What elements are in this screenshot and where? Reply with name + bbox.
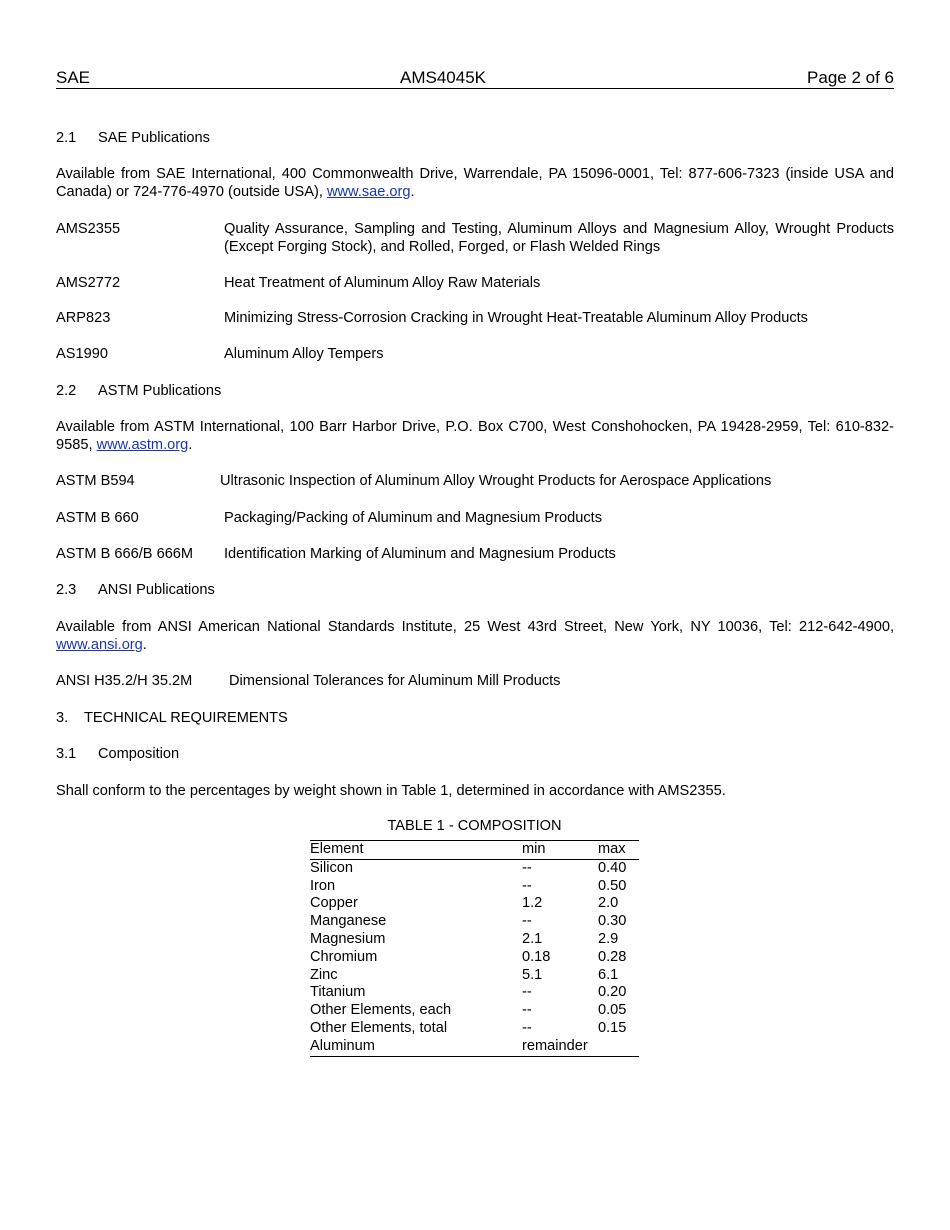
page-header — [56, 68, 894, 89]
ref-title: Identification Marking of Aluminum and Magnesium Products — [224, 546, 616, 562]
ref-title: Aluminum Alloy Tempers — [224, 346, 384, 362]
section-2-3-title: ANSI Publications — [98, 582, 215, 598]
composition-table — [310, 840, 639, 1057]
header-element: Element — [310, 841, 522, 860]
min-cell: 1.2 — [522, 895, 543, 912]
section-2-1-number: 2.1 — [56, 130, 77, 146]
min-cell: -- — [522, 1019, 532, 1036]
ref-title: Ultrasonic Inspection of Aluminum Alloy Wrought Products for Aerospace Applications — [220, 473, 772, 489]
element-cell: Silicon — [310, 859, 353, 876]
max-cell: 0.40 — [598, 859, 627, 876]
max-cell: 2.9 — [598, 930, 619, 947]
ref-code: ASTM B 660 — [56, 510, 139, 526]
table-row — [310, 895, 639, 913]
header-min: min — [522, 841, 598, 860]
section-2-3-number: 2.3 — [56, 582, 77, 598]
ref-code: AMS2355 — [56, 221, 121, 237]
table-row — [310, 1020, 639, 1038]
table-row — [310, 1002, 639, 1020]
section-2-1-availability: Available from SAE International, 400 Commonwealth Drive, Warrendale, PA 15096-0001, Tel: 877-606-7323 (inside USA and Canada) or 724-776-4970 (outside USA), www.sae.org. — [56, 166, 894, 200]
section-2-3-availability: Available from ANSI American National Standards Institute, 25 West 43rd Street, New York, NY 10036, Tel: 212-642-4900, www.ansi.org. — [56, 619, 894, 653]
header-org: SAE — [56, 68, 91, 87]
ref-code: ANSI H35.2/H 35.2M — [56, 673, 193, 689]
ref-title: Packaging/Packing of Aluminum and Magnesium Products — [224, 510, 603, 526]
ref-code: AMS2772 — [56, 275, 121, 291]
astm-link[interactable]: www.astm.org — [96, 437, 189, 453]
min-cell: -- — [522, 984, 532, 1001]
sae-link[interactable]: www.sae.org — [326, 184, 411, 200]
element-cell: Iron — [310, 877, 336, 894]
table-row — [310, 859, 639, 877]
min-cell: -- — [522, 1002, 532, 1019]
ref-title: Heat Treatment of Aluminum Alloy Raw Materials — [224, 275, 541, 291]
table-row — [310, 984, 639, 1002]
ref-title: Minimizing Stress-Corrosion Cracking in Wrought Heat-Treatable Aluminum Alloy Products — [224, 310, 808, 326]
element-cell: Aluminum — [310, 1037, 375, 1054]
section-3-title: TECHNICAL REQUIREMENTS — [84, 710, 288, 726]
ref-code: ASTM B594 — [56, 473, 135, 489]
section-3-1-number: 3.1 — [56, 746, 77, 762]
min-cell: -- — [522, 859, 532, 876]
section-3-1-text: Shall conform to the percentages by weight shown in Table 1, determined in accordance with AMS2355. — [56, 783, 726, 799]
element-cell: Magnesium — [310, 930, 386, 947]
table-row — [310, 1038, 639, 1056]
section-2-1-title: SAE Publications — [98, 130, 210, 146]
section-2-2-availability: Available from ASTM International, 100 Barr Harbor Drive, P.O. Box C700, West Conshohocken, PA 19428-2959, Tel: 610-832-9585, www.astm.org. — [56, 419, 894, 453]
table-header-row — [310, 841, 639, 860]
availability-text: Available from ANSI American National Standards Institute, 25 West 43rd Street, New York, NY 10036, Tel: 212-642-4900, — [56, 619, 894, 635]
ref-code: ARP823 — [56, 310, 111, 326]
availability-text: Available from SAE International, 400 Commonwealth Drive, Warrendale, PA 15096-0001, Tel: 877-606-7323 (inside USA and Canada) or 724-776-4970 (outside USA), — [56, 166, 894, 200]
section-3-1-title: Composition — [98, 746, 180, 762]
min-cell: 0.18 — [522, 948, 551, 965]
max-cell: 0.15 — [598, 1019, 627, 1036]
ref-code: ASTM B 666/B 666M — [56, 546, 194, 562]
section-3-number: 3. — [56, 710, 69, 726]
max-cell: 0.30 — [598, 913, 627, 930]
section-2-2-title: ASTM Publications — [98, 383, 222, 399]
element-cell: Manganese — [310, 913, 387, 930]
ref-title: Quality Assurance, Sampling and Testing, Aluminum Alloys and Magnesium Alloy, Wrought Products (Except Forging Stock), and Rolled, Forged, or Flash Welded Rings — [224, 221, 894, 255]
min-cell: 2.1 — [522, 930, 543, 947]
max-cell: 0.05 — [598, 1002, 627, 1019]
table-row — [310, 949, 639, 967]
ansi-link[interactable]: www.ansi.org — [56, 637, 143, 653]
max-cell: 0.50 — [598, 877, 627, 894]
min-cell: 5.1 — [522, 966, 543, 983]
max-cell: 6.1 — [598, 966, 619, 983]
min-cell: -- — [522, 877, 532, 894]
table-caption: TABLE 1 - COMPOSITION — [387, 818, 562, 834]
max-cell: 0.28 — [598, 948, 627, 965]
ref-code: AS1990 — [56, 346, 108, 362]
max-cell: 2.0 — [598, 895, 619, 912]
element-cell: Chromium — [310, 948, 378, 965]
table-row — [310, 931, 639, 949]
element-cell: Other Elements, each — [310, 1002, 452, 1019]
availability-text: Available from ASTM International, 100 Barr Harbor Drive, P.O. Box C700, West Conshohocken, PA 19428-2959, Tel: 610-832-9585, — [56, 419, 894, 453]
section-2-2-number: 2.2 — [56, 383, 77, 399]
element-cell: Other Elements, total — [310, 1019, 448, 1036]
table-row — [310, 967, 639, 985]
header-page-number: Page 2 of 6 — [807, 68, 894, 87]
table-row — [310, 913, 639, 931]
min-cell: -- — [522, 913, 532, 930]
element-cell: Titanium — [310, 984, 366, 1001]
header-max: max — [598, 841, 639, 860]
header-doc-id: AMS4045K — [400, 68, 486, 87]
table-row — [310, 878, 639, 896]
min-cell: remainder — [522, 1037, 588, 1054]
ref-title: Dimensional Tolerances for Aluminum Mill Products — [229, 673, 561, 689]
element-cell: Copper — [310, 895, 358, 912]
element-cell: Zinc — [310, 966, 338, 983]
max-cell: 0.20 — [598, 984, 627, 1001]
